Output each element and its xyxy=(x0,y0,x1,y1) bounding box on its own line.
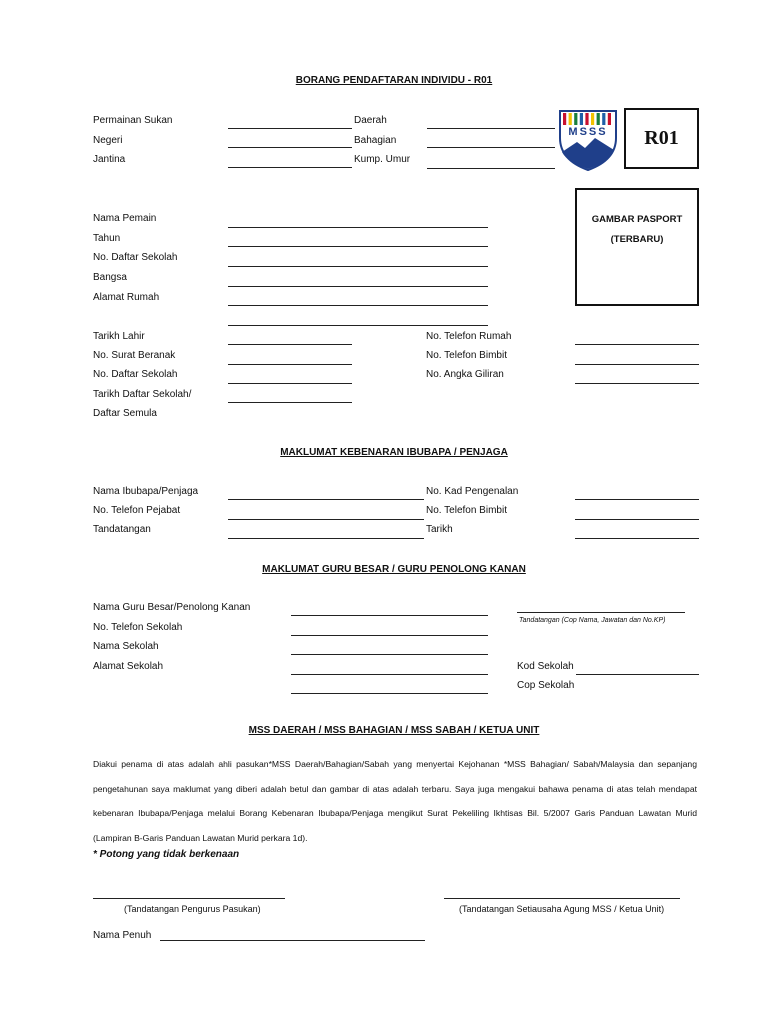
photo-box-label: GAMBAR PASPORT xyxy=(591,214,683,225)
label-tel-bimbit-ibubapa: No. Telefon Bimbit xyxy=(426,505,507,516)
logo-stripe xyxy=(602,113,605,125)
caption-tandatangan-pengurus: (Tandatangan Pengurus Pasukan) xyxy=(124,904,261,914)
label-kod-sekolah: Kod Sekolah xyxy=(517,661,574,672)
field-tel-pejabat[interactable] xyxy=(228,519,424,520)
label-bangsa: Bangsa xyxy=(93,272,127,283)
form-code: R01 xyxy=(644,127,679,149)
label-nama-penuh: Nama Penuh xyxy=(93,930,152,941)
msss-logo xyxy=(557,108,619,172)
field-alamat-rumah-1[interactable] xyxy=(228,305,488,306)
label-bahagian: Bahagian xyxy=(354,135,397,146)
field-tandatangan-setiausaha[interactable] xyxy=(444,898,680,899)
label-cop-sekolah: Cop Sekolah xyxy=(517,680,575,691)
field-nama-pemain[interactable] xyxy=(228,227,488,228)
field-daerah[interactable] xyxy=(427,128,555,129)
field-nama-ibubapa[interactable] xyxy=(228,499,424,500)
logo-stripe xyxy=(597,113,600,125)
label-tel-pejabat: No. Telefon Pejabat xyxy=(93,505,181,516)
field-alamat-sekolah-1[interactable] xyxy=(291,674,488,675)
logo-stripe xyxy=(569,113,572,125)
field-bangsa[interactable] xyxy=(228,286,488,287)
field-tel-bimbit[interactable] xyxy=(575,364,699,365)
field-tarikh-daftar[interactable] xyxy=(228,402,352,403)
logo-stripe xyxy=(574,113,577,125)
field-tandatangan-guru[interactable] xyxy=(517,612,685,613)
field-nama-guru[interactable] xyxy=(291,615,488,616)
label-daerah: Daerah xyxy=(354,115,387,126)
field-tel-bimbit-ibubapa[interactable] xyxy=(575,519,699,520)
label-tarikh-daftar: Tarikh Daftar Sekolah/ xyxy=(93,389,192,400)
heading-parent: MAKLUMAT KEBENARAN IBUBAPA / PENJAGA xyxy=(280,447,508,458)
field-jantina[interactable] xyxy=(228,167,352,168)
label-angka-giliran: No. Angka Giliran xyxy=(426,369,504,380)
field-permainan-sukan[interactable] xyxy=(228,128,352,129)
photo-box-sublabel: (TERBARU) xyxy=(610,234,664,245)
logo-stripe xyxy=(591,113,594,125)
field-no-surat-beranak[interactable] xyxy=(228,364,352,365)
label-daftar-semula: Daftar Semula xyxy=(93,408,157,419)
msss-logo-text: MSSS xyxy=(568,126,608,138)
field-no-daftar-sekolah[interactable] xyxy=(228,266,488,267)
caption-tandatangan-guru: Tandatangan (Cop Nama, Jawatan dan No.KP) xyxy=(519,617,666,624)
label-nama-ibubapa: Nama Ibubapa/Penjaga xyxy=(93,486,199,497)
field-tel-rumah[interactable] xyxy=(575,344,699,345)
label-nama-pemain: Nama Pemain xyxy=(93,213,157,224)
label-nama-sekolah: Nama Sekolah xyxy=(93,641,159,652)
field-tel-sekolah[interactable] xyxy=(291,635,488,636)
label-tarikh-lahir: Tarikh Lahir xyxy=(93,331,145,342)
heading-guru: MAKLUMAT GURU BESAR / GURU PENOLONG KANAN xyxy=(262,564,526,575)
label-tel-rumah: No. Telefon Rumah xyxy=(426,331,512,342)
form-title: BORANG PENDAFTARAN INDIVIDU - R01 xyxy=(295,75,493,86)
field-angka-giliran[interactable] xyxy=(575,383,699,384)
field-kump-umur[interactable] xyxy=(427,168,555,169)
heading-mss: MSS DAERAH / MSS BAHAGIAN / MSS SABAH / KETUA UNIT xyxy=(248,725,540,736)
label-negeri: Negeri xyxy=(93,135,123,146)
declaration-paragraph: Diakui penama di atas adalah ahli pasukan*MSS Daerah/Bahagian/Sabah yang menyertai Kejohanan *MSS Bahagian/ Sabah/Malaysia dan sepanjang pengetahunan saya maklumat yang diberi adalah betul dan gambar di atas adalah terbaru. Saya juga mengakui bahawa penama di atas telah mendapat kebenaran Ibubapa/Penjaga melalui Borang Kebenaran Ibubapa/Penjaga mengikut Surat Pekeliling Ikhtisas Bil. 5/2007 Garis Panduan Lawatan Murid (Lampiran B-Garis Panduan Lawatan Murid perkara 1d). xyxy=(93,759,697,843)
field-alamat-rumah-2[interactable] xyxy=(228,325,488,326)
caption-tandatangan-setiausaha: (Tandatangan Setiausaha Agung MSS / Ketua Unit) xyxy=(459,904,665,914)
field-tandatangan-pengurus[interactable] xyxy=(93,898,285,899)
logo-stripe xyxy=(563,113,566,125)
logo-stripe xyxy=(585,113,588,125)
field-no-daftar-sekolah-2[interactable] xyxy=(228,383,352,384)
label-kump-umur: Kump. Umur xyxy=(354,154,411,165)
label-tahun: Tahun xyxy=(93,233,121,244)
field-nama-sekolah[interactable] xyxy=(291,654,488,655)
logo-stripe xyxy=(580,113,583,125)
msss-logo-icon xyxy=(557,108,619,172)
field-kad-pengenalan[interactable] xyxy=(575,499,699,500)
note-potong: * Potong yang tidak berkenaan xyxy=(93,849,240,860)
label-nama-guru: Nama Guru Besar/Penolong Kanan xyxy=(93,602,251,613)
label-alamat-rumah: Alamat Rumah xyxy=(93,292,160,303)
label-tarikh-ibubapa: Tarikh xyxy=(426,524,453,535)
field-nama-penuh[interactable] xyxy=(160,940,425,941)
label-alamat-sekolah: Alamat Sekolah xyxy=(93,661,164,672)
field-tandatangan-ibubapa[interactable] xyxy=(228,538,424,539)
label-no-daftar-sekolah-2: No. Daftar Sekolah xyxy=(93,369,178,380)
label-tel-sekolah: No. Telefon Sekolah xyxy=(93,622,183,633)
label-kad-pengenalan: No. Kad Pengenalan xyxy=(426,486,519,497)
field-negeri[interactable] xyxy=(228,147,352,148)
label-no-surat-beranak: No. Surat Beranak xyxy=(93,350,176,361)
label-tandatangan-ibubapa: Tandatangan xyxy=(93,524,151,535)
field-tahun[interactable] xyxy=(228,246,488,247)
passport-photo-box[interactable] xyxy=(575,188,699,306)
logo-stripe xyxy=(608,113,611,125)
label-tel-bimbit: No. Telefon Bimbit xyxy=(426,350,507,361)
field-tarikh-lahir[interactable] xyxy=(228,344,352,345)
form-code-box xyxy=(624,108,699,169)
field-tarikh-ibubapa[interactable] xyxy=(575,538,699,539)
label-permainan-sukan: Permainan Sukan xyxy=(93,115,173,126)
field-bahagian[interactable] xyxy=(427,147,555,148)
field-kod-sekolah[interactable] xyxy=(576,674,699,675)
label-jantina: Jantina xyxy=(93,154,126,165)
label-no-daftar-sekolah: No. Daftar Sekolah xyxy=(93,252,178,263)
field-alamat-sekolah-2[interactable] xyxy=(291,693,488,694)
